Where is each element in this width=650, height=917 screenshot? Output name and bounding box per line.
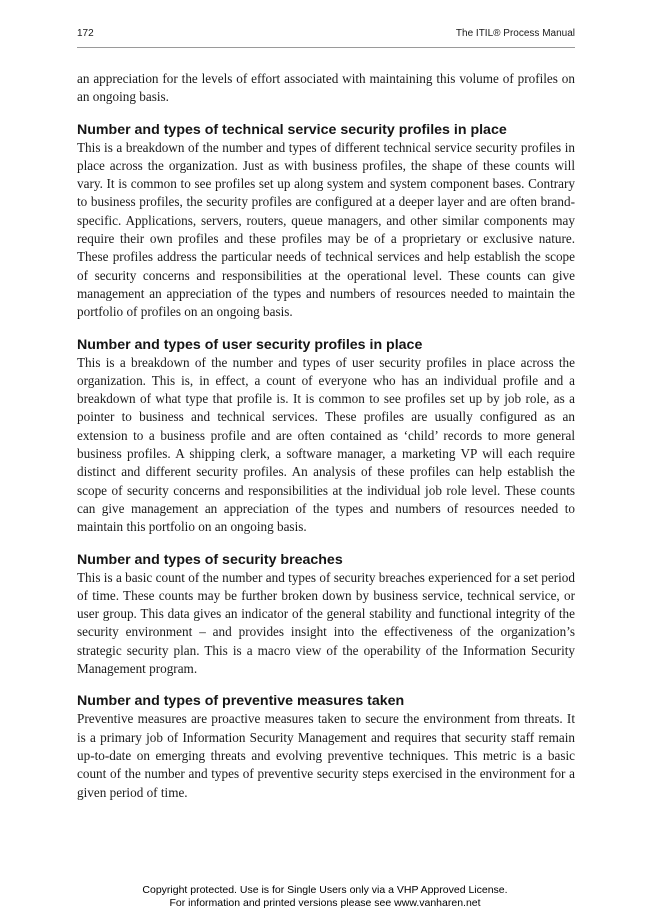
page-body — [77, 70, 575, 802]
section-heading-technical-profiles: Number and types of technical service security profiles in place — [77, 121, 507, 138]
page-number: 172 — [77, 28, 94, 39]
copyright-notice: Copyright protected. Use is for Single Users only via a VHP Approved License. — [142, 884, 508, 896]
section-body-user-profiles: This is a breakdown of the number and types of user security profiles in place across the organization. This is, in effect, a count of everyone who has an individual profile and a breakdown of what type that profile is. It is common to see profiles set up by job role, as a pointer to business and technical services. These profiles are usually configured as an extension to a business profile and are often contained as ‘child’ records to more general business profiles. A shipping clerk, a software manager, a marketing VP will each require distinct and different security profiles. An analysis of these profiles can help establish the scope of security concerns and responsibilities at the individual job role level. These counts can give management an appreciation of the types and numbers of resources needed to maintain this portfolio on an ongoing basis. — [77, 354, 575, 535]
copyright-footer — [0, 884, 650, 910]
section-heading-security-breaches: Number and types of security breaches — [77, 551, 343, 568]
page-header — [77, 28, 575, 44]
intro-paragraph: an appreciation for the levels of effort associated with maintaining this volume of profiles on an ongoing basis. — [77, 71, 575, 105]
section-body-security-breaches: This is a basic count of the number and types of security breaches experienced for a set period of time. These counts may be further broken down by business service, technical service, or user group. This data gives an indicator of the general stability and functional integrity of the security environment – and provides insight into the effectiveness of the organization’s strategic security plan. This is a macro view of the operability of the Information Security Management program. — [77, 569, 575, 677]
header-divider — [77, 47, 575, 48]
section-heading-preventive-measures: Number and types of preventive measures taken — [77, 693, 405, 710]
running-title: The ITIL® Process Manual — [455, 28, 575, 39]
section-body-preventive-measures: Preventive measures are proactive measures taken to secure the environment from threats. It is a primary job of Information Security Management and requires that security staff remain up-to-date on emerging threats and evolving preventive techniques. This metric is a basic count of the number and types of preventive security steps exercised in the environment for a given period of time. — [77, 711, 575, 800]
section-heading-user-profiles: Number and types of user security profiles in place — [77, 336, 423, 353]
license-info: For information and printed versions please see www.vanharen.net — [169, 897, 481, 909]
section-body-technical-profiles: This is a breakdown of the number and types of different technical service security profiles in place across the organization. Just as with business profiles, the shape of these counts will vary. It is common to see profiles set up along system and system component bases. Contrary to business profiles, the security profiles are configured at a deeper layer and are often brand-specific. Applications, servers, routers, queue managers, and other similar components may require their own profiles and these profiles may be of a proprietary or exclusive nature. These profiles address the particular needs of technical services and help establish the scope of security concerns and responsibilities at the operational level. These counts can give management an appreciation of the types and numbers of resources needed to maintain the portfolio of profiles on an ongoing basis. — [77, 139, 575, 320]
